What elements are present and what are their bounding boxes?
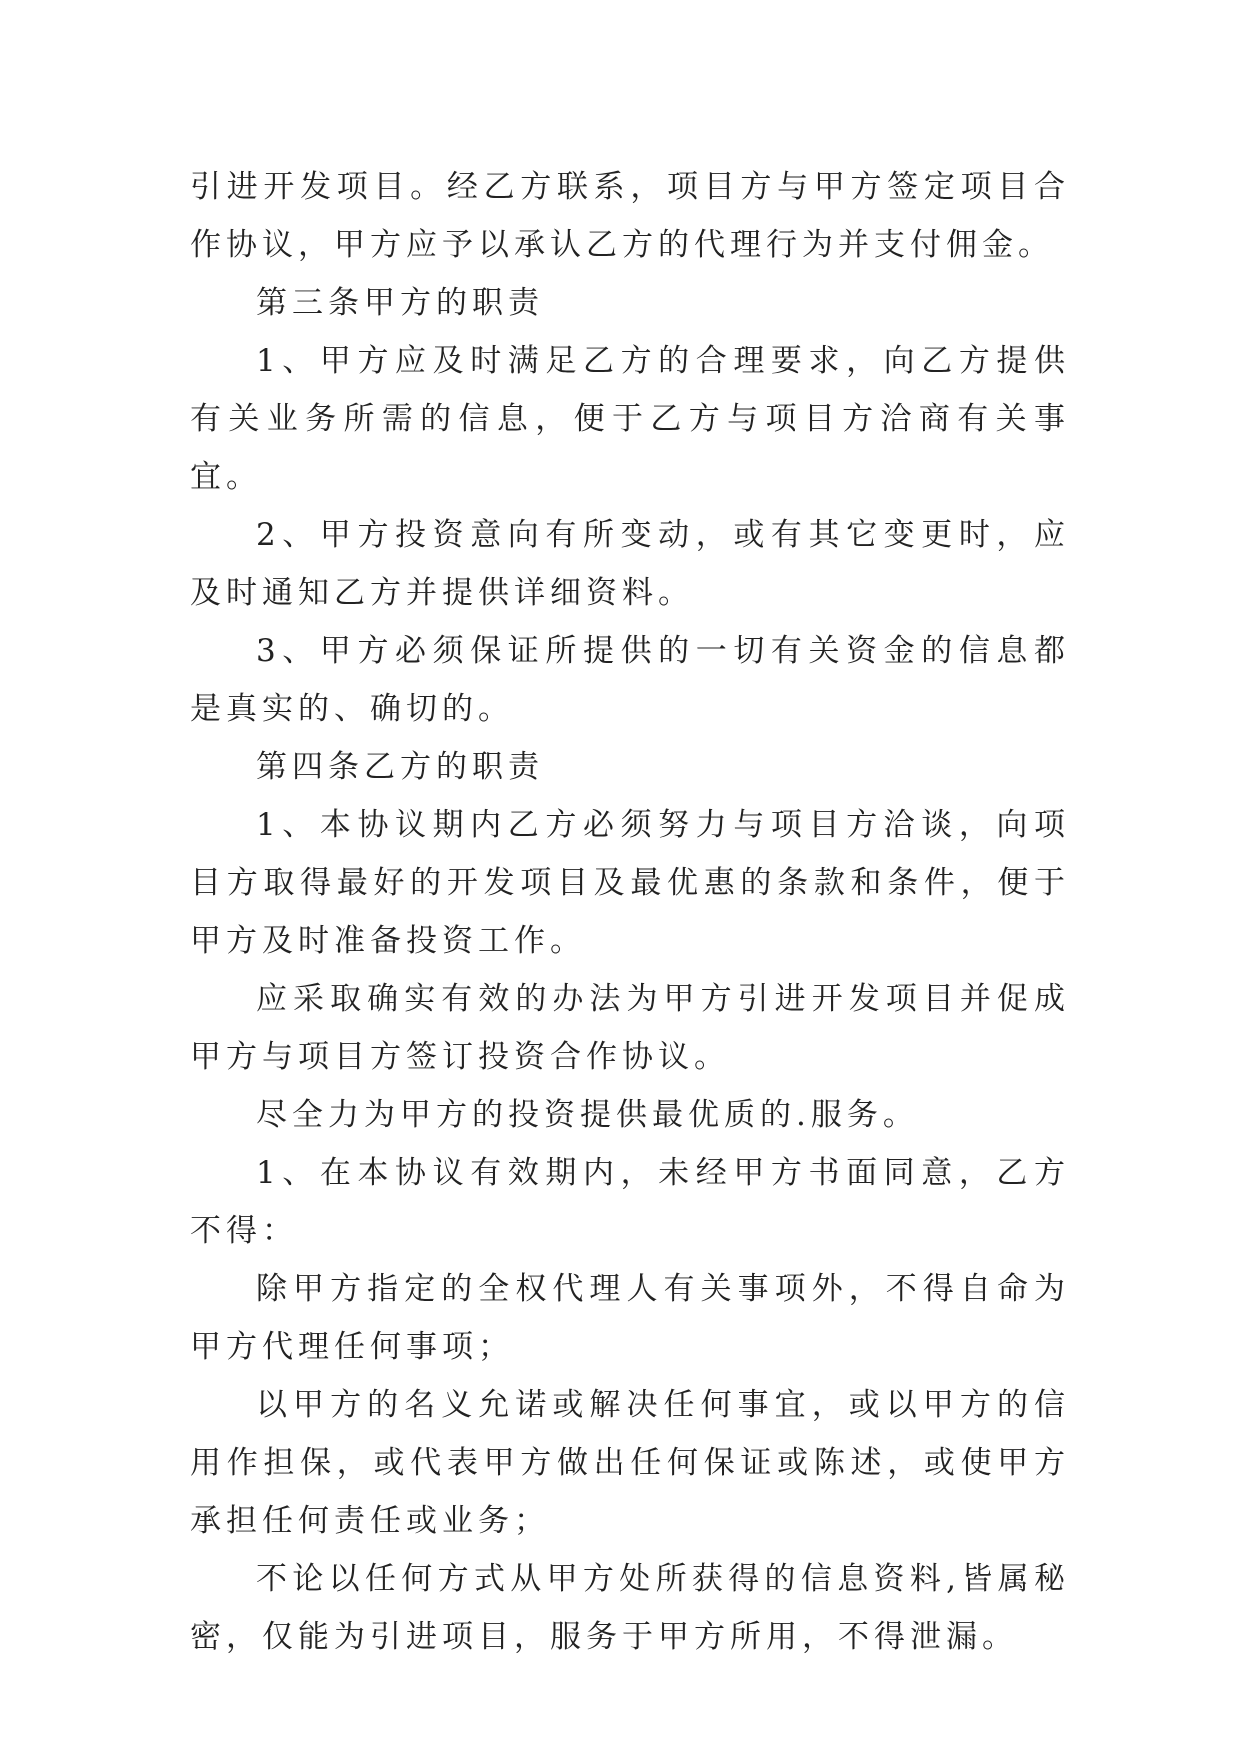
paragraph-article-3-item-2: 2、甲方投资意向有所变动，或有其它变更时，应及时通知乙方并提供详细资料。: [190, 517, 1070, 611]
paragraph-article-4-best-service: 尽全力为甲方的投资提供最优质的.服务。: [256, 1097, 919, 1133]
paragraph-article-4-item-1: 1、本协议期内乙方必须努力与项目方洽谈，向项目方取得最好的开发项目及最优惠的条款和条件，便于甲方及时准备投资工作。: [190, 807, 1070, 959]
document-body: [190, 158, 1070, 1666]
paragraph-restriction-commitments: 以甲方的名义允诺或解决任何事宜，或以甲方的信用作担保，或代表甲方做出任何保证或陈述，或使甲方承担任何责任或业务；: [190, 1387, 1070, 1539]
paragraph-restriction-confidentiality: 不论以任何方式从甲方处所获得的信息资料,皆属秘密，仅能为引进项目，服务于甲方所用，不得泄漏。: [190, 1561, 1070, 1655]
paragraph-article-4-effective-measures: 应采取确实有效的办法为甲方引进开发项目并促成甲方与项目方签订投资合作协议。: [190, 981, 1070, 1075]
paragraph-article-3-item-1: 1、甲方应及时满足乙方的合理要求，向乙方提供有关业务所需的信息，便于乙方与项目方洽商有关事宜。: [190, 343, 1070, 495]
section-heading-article-3: 第三条甲方的职责: [256, 285, 544, 321]
paragraph-restriction-agency: 除甲方指定的全权代理人有关事项外，不得自命为甲方代理任何事项；: [190, 1271, 1070, 1365]
paragraph-intro-continuation: 引进开发项目。经乙方联系，项目方与甲方签定项目合作协议，甲方应予以承认乙方的代理行为并支付佣金。: [190, 169, 1070, 263]
paragraph-article-4-restrictions-intro: 1、在本协议有效期内，未经甲方书面同意，乙方不得：: [190, 1155, 1070, 1249]
paragraph-article-3-item-3: 3、甲方必须保证所提供的一切有关资金的信息都是真实的、确切的。: [190, 633, 1070, 727]
section-heading-article-4: 第四条乙方的职责: [256, 749, 544, 785]
